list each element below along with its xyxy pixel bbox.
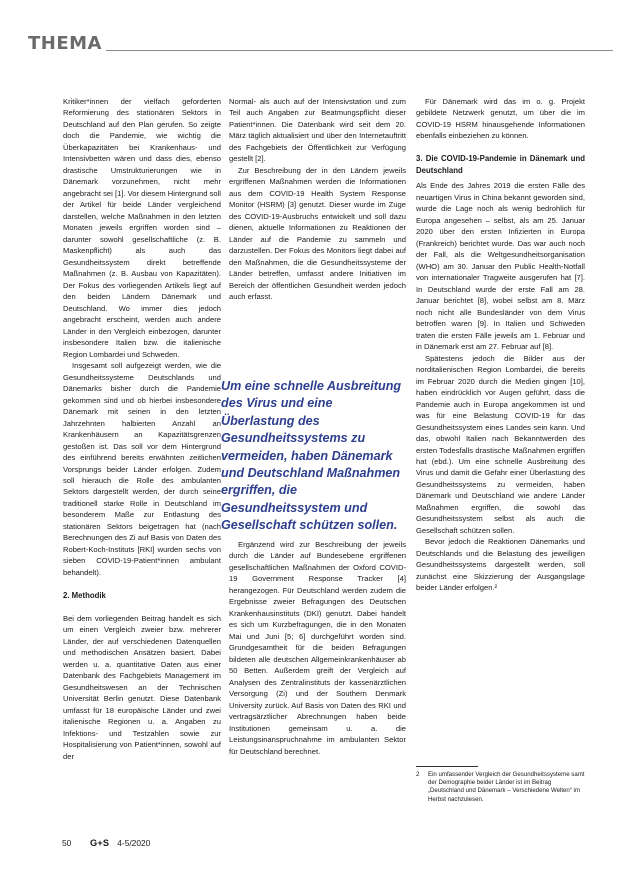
section-heading-pandemie: 3. Die COVID-19-Pandemie in Dänemark und Deutschland: [416, 154, 585, 175]
column-1: [63, 96, 221, 762]
footnote: [416, 771, 586, 804]
section-label: THEMA: [28, 33, 102, 54]
column-3: [416, 96, 585, 594]
footnote-number: 2: [416, 771, 420, 778]
pull-quote: Um eine schnelle Ausbreitung des Virus und eine Überlastung des Gesundheitssystems zu vermeiden, haben Dänemark und Deutschland Maßnahmen ergriffen, die Gesundheitssystem und Gesellschaft schützen sollen.: [221, 379, 402, 533]
footnote-rule: [416, 766, 478, 767]
section-heading-methodik: 2. Methodik: [63, 590, 106, 600]
paragraph: Bei dem vorliegenden Beitrag handelt es sich um einen Vergleich zweier bzw. mehrerer Länder, der auf verschiedenen Datenquellen und methodischen Ansätzen basiert. Dabei werden u. a. quantitative Daten aus einer Datenbank des Fachgebiets Management im Gesundheitswesen an der Technischen Universität Berlin genutzt. Diese Datenbank umfasst für 18 europäische Länder und zwei italienische Regionen u. a. Angaben zu Infektions- und Testzahlen sowie zur Hospitalisierung von Patient*innen, sowohl auf der: [63, 613, 221, 761]
column-2-top: [229, 96, 406, 303]
issue-number: 4-5/2020: [117, 838, 151, 848]
section-header: [28, 31, 613, 53]
paragraph: Bevor jedoch die Reaktionen Dänemarks und Deutschlands und die Belastung des jeweiligen Gesundheitssystems dargestellt werden, soll zunächst eine Skizzierung der Ausgangslage beider Länder erfolgen.²: [416, 537, 585, 593]
paragraph: Kritiker*innen der vielfach geforderten Reformierung des stationären Sektors in Deutschland auf den Plan gerufen. So zeigte doch die Pandemie, wie wichtig die Überkapazitäten bei Krankenhaus- und Intensivbetten wären und dass dies, ebenso drastische Umstrukturierungen wie in Dänemark vorzunehmen, nicht mehr angebracht sei [1]. Vor diesem Hintergrund soll der Artikel für beide Länder vergleichend darstellen, welche Maßnahmen in den letzten Monaten jeweils ergriffen worden sind – darunter sowohl gesellschaftliche (z. B. Maskenpflicht) als auch das Gesundheitssystem direkt betreffende Maßnahmen (z. B. Ausbau von Kapazitäten). Der Fokus des vorliegenden Artikels liegt auf den beiden Ländern Dänemark und Deutschland. Wo immer dies jedoch angebracht erscheint, werden auch andere Länder in den Vergleich einbezogen, darunter insbesondere Italien bzw. die italienische Region Lombardei und Schweden.: [63, 97, 221, 359]
paragraph: Zur Beschreibung der in den Ländern jeweils ergriffenen Maßnahmen werden die Informationen aus dem COVID-19 Health System Response Monitor (HSRM) [3] genutzt. Dieser wurde im Zuge des COVID-19-Ausbruchs entwickelt und soll dazu dienen, aktuelle Informationen zu Reaktionen der Länder auf die Pandemie zu sammeln und darzustellen. Der Fokus des Monitors liegt dabei auf den Maßnahmen, die die Gesundheitssysteme der Länder betreffen, umfasst andere Initiativen im Bereich der öffentlichen Gesundheit werden jedoch auch erfasst.: [229, 165, 406, 302]
paragraph: Spätestens jedoch die Bilder aus der norditalienischen Region Lombardei, die bereits im Februar 2020 durch die Medien gingen [10], haben eindrücklich vor Augen geführt, dass die Pandemie auch in Europa angekommen ist und was für eine Belastung COVID-19 für das Gesundheitssystem eines Landes sein kann. Und das, obwohl Italien nach Bekanntwerden des ersten Todesfalls drastische Maßnahmen ergriffen hat (ebd.). Um eine schnelle Ausbreitung des Virus und damit die Gefahr einer Überlastung des Gesundheitssystems zu vermeiden, haben Dänemark und Deutschland wie andere Länder Maßnahmen ergriffen, die sowohl das Gesundheitssystem selbst als auch die Gesellschaft schützen sollen.: [416, 353, 585, 535]
paragraph: Normal- als auch auf der Intensivstation und zum Teil auch Angaben zur Beatmungspflicht dieser Patient*innen. Die Datenbank wird seit dem 20. März täglich aktualisiert und über den Internetauftritt des Fachgebiets der Öffentlichkeit zur Verfügung gestellt [2].: [229, 97, 406, 164]
page-footer: [62, 838, 150, 848]
paragraph: Ergänzend wird zur Beschreibung der jeweils durch die Länder auf Bundesebene ergriffenen gesellschaftlichen Maßnahmen der Oxford COVID-19 Government Response Tracker [4] herangezogen. Für Deutschland werden zudem die Ergebnisse zweier Befragungen des Deutschen Krankenhausinstituts (DKI) genutzt. Dabei handelt es sich um Kurzbefragungen, die in den Monaten Mai und Juni [5; 6] durchgeführt worden sind. Grundgesamtheit für die beiden Befragungen bildeten alle deutschen Allgemeinkrankenhäuser ab 50 Betten. Außerdem greift der Vergleich auf Analysen des Zentralinstituts der kassenärztlichen Versorgung (Zi) und der Southern Denmark University zurück. Auf Basis von Daten des RKI und vertragsärztlicher Abrechnungen haben beide Institutionen gemeinsam u. a. die Leistungsinanspruchnahme im ambulanten Sektor für Deutschland berechnet.: [229, 540, 406, 756]
paragraph: Insgesamt soll aufgezeigt werden, wie die Gesundheitssysteme Deutschlands und Dänemarks bisher durch die Pandemie gekommen sind und ob hierbei insbesondere Dänemark mit seinen in den letzten Jahrzehnten halbierten Anzahl an Krankenhäusern an Kapazitätsgrenzen gestoßen ist. Das soll vor dem Hintergrund des einführend bereits erwähnten zeitlichen Vorsprungs beider Länder erfolgen. Zudem soll hierauch die Rolle des ambulanten Sektors dargestellt werden, der durch seine traditionell starke Rolle in Deutschland im besonderem Maße zur Entlastung des stationären Sektors beigetragen hat (nach Berechnungen des Zi auf Basis von Daten des Robert-Koch-Instituts [RKI] wurden sechs von sieben COVID-19-Patient*innen ambulant behandelt).: [63, 361, 221, 577]
header-rule: [106, 50, 613, 51]
paragraph: Als Ende des Jahres 2019 die ersten Fälle des neuartigen Virus in China bekannt geworden sind, wurde die Lage noch als wenig bedrohlich für Europa angesehen – selbst, als am 25. Januar 2020 über den ersten Infizierten in Europa (Frankreich) berichtet wurde. Das war auch noch der Fall, als die Weltgesundheitsorganisation (WHO) am 30. Januar den Public Health-Notfall von internationaler Tragweite ausgerufen hat [7]. In Deutschland wurde der erste Fall am 28. Januar berichtet [8], wobei selbst am 8. März noch nicht alle Bundesländer von dem Virus betroffen waren [9]. In Italien und Schweden traten die ersten Fälle jeweils am 1. Februar und in Dänemark erst am 27. Februar auf [8].: [416, 181, 585, 352]
journal-logo: G+S: [90, 838, 110, 848]
column-2-bottom: [229, 539, 406, 757]
footnote-text: Ein umfassender Vergleich der Gesundheitssysteme samt der Demographie beider Länder ist im Beitrag „Deutschland und Dänemark – Verschiedene Welten“ im Herbst nachzulesen.: [428, 771, 585, 803]
page-number: 50: [62, 838, 72, 848]
paragraph: Für Dänemark wird das im o. g. Projekt gebildete Netzwerk genutzt, um über die im COVID-19 HSRM hinausgehende Informationen ebenfalls einbeziehen zu können.: [416, 97, 585, 141]
